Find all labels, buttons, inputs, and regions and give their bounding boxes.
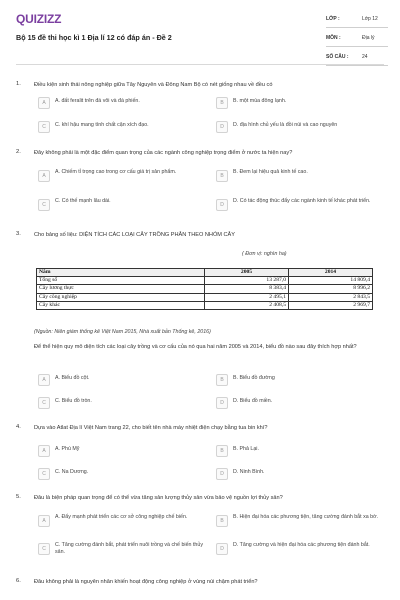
table-cell: Cây khác xyxy=(37,301,205,309)
table-source: (Nguồn: Niên giám thống kê Việt Nam 2015, Nhà xuất bản Thống kê, 2016) xyxy=(34,329,211,335)
meta-grade xyxy=(326,13,388,28)
option-c[interactable] xyxy=(34,194,206,216)
option-letter: D xyxy=(216,397,228,409)
question-text: Đây không phải là một đặc điểm quan trọng của các ngành công nghiệp trọng điểm ở nước ta hiện nay? xyxy=(34,150,293,156)
meta-value: Lớp 12 xyxy=(362,16,378,22)
meta-key: MÔN : xyxy=(326,35,341,41)
option-c[interactable] xyxy=(34,538,206,560)
option-letter: A xyxy=(38,445,50,457)
meta-value: Địa lý xyxy=(362,35,375,41)
option-text: D. địa hình chủ yếu là đồi núi và cao nguyên xyxy=(233,122,338,128)
option-c[interactable] xyxy=(34,118,206,135)
table-cell: 2 495,1 xyxy=(205,293,289,301)
table-row xyxy=(37,285,373,293)
option-letter: B xyxy=(216,515,228,527)
header-divider xyxy=(16,64,384,65)
table-cell: 2 408,5 xyxy=(205,301,289,309)
option-text: A. Chiếm tỉ trọng cao trong cơ cấu giá trị sản phẩm. xyxy=(55,169,177,175)
option-letter: A xyxy=(38,170,50,182)
option-text: C. Tăng cường đánh bắt, phát triển nuôi trồng và chế biến thủy sản. xyxy=(55,542,203,555)
option-text: B. một mùa đông lạnh. xyxy=(233,98,287,104)
option-letter: B xyxy=(216,97,228,109)
option-text: B. Phả Lại. xyxy=(233,446,259,452)
table-header: Năm xyxy=(37,269,205,277)
option-text: D. Có tác động thúc đẩy các ngành kinh tế khác phát triển. xyxy=(233,198,371,204)
option-text: B. Hiện đại hóa các phương tiện, tăng cường đánh bắt xa bờ. xyxy=(233,514,379,520)
question-text: Cho bảng số liệu: DIỆN TÍCH CÁC LOẠI CÂY TRỒNG PHÂN THEO NHÓM CÂY xyxy=(34,232,236,238)
document-title: Bộ 15 đề thi học kì 1 Địa lí 12 có đáp án - Đề 2 xyxy=(16,33,172,42)
option-text: D. Biểu đồ miền. xyxy=(233,398,273,404)
table-cell: 14 809,4 xyxy=(289,277,373,285)
table-cell: 8 996,2 xyxy=(289,285,373,293)
option-d[interactable] xyxy=(212,465,384,482)
table-header: 2014 xyxy=(289,269,373,277)
meta-panel xyxy=(326,13,388,70)
option-letter: A xyxy=(38,374,50,386)
option-d[interactable] xyxy=(212,538,384,560)
option-text: B. Biểu đồ đường xyxy=(233,375,275,381)
option-text: C. Biểu đồ tròn. xyxy=(55,398,92,404)
option-a[interactable] xyxy=(34,165,206,187)
option-letter: C xyxy=(38,468,50,480)
option-a[interactable] xyxy=(34,371,206,388)
option-text: D. Ninh Bình. xyxy=(233,469,265,475)
option-letter: B xyxy=(216,170,228,182)
option-b[interactable] xyxy=(212,510,384,532)
option-text: D. Tăng cường và hiện đại hóa các phương tiện đánh bắt. xyxy=(233,542,370,548)
question-number: 1. xyxy=(16,81,21,87)
question-text: Đâu là biện pháp quan trọng để có thể vừa tăng sản lượng thủy sản vừa bảo vệ nguồn lợi thủy sản? xyxy=(34,495,283,501)
option-letter: C xyxy=(38,199,50,211)
table-cell: 13 287,0 xyxy=(205,277,289,285)
option-b[interactable] xyxy=(212,165,384,187)
question-number: 4. xyxy=(16,424,21,430)
option-a[interactable] xyxy=(34,510,206,532)
question-text: Đâu không phải là nguyên nhân khiến hoạt động công nghiệp ở vùng núi chậm phát triển? xyxy=(34,579,258,585)
table-cell: 2 843,5 xyxy=(289,293,373,301)
table-cell: Cây lương thực xyxy=(37,285,205,293)
option-letter: D xyxy=(216,199,228,211)
option-d[interactable] xyxy=(212,118,384,135)
question-number: 6. xyxy=(16,578,21,584)
table-header: 2005 xyxy=(205,269,289,277)
option-text: A. đất feralit trên đá vôi và đá phiến. xyxy=(55,98,140,104)
option-text: C. Có thế mạnh lâu dài. xyxy=(55,198,111,204)
meta-key: SỐ CÂU : xyxy=(326,54,349,60)
option-letter: C xyxy=(38,543,50,555)
table-row xyxy=(37,293,373,301)
option-a[interactable] xyxy=(34,94,206,111)
question-number: 2. xyxy=(16,149,21,155)
option-letter: D xyxy=(216,543,228,555)
option-b[interactable] xyxy=(212,94,384,111)
option-b[interactable] xyxy=(212,371,384,388)
option-text: A. Đẩy mạnh phát triển các cơ sở công nghiệp chế biến. xyxy=(55,514,188,520)
meta-value: 24 xyxy=(362,54,368,60)
question-number: 3. xyxy=(16,231,21,237)
option-text: C. khí hậu mang tính chất cận xích đạo. xyxy=(55,122,149,128)
question-text: Dựa vào Atlat Địa lí Việt Nam trang 22, cho biết tên nhà máy nhiệt điện chạy bằng tua bin khí? xyxy=(34,425,268,431)
option-letter: B xyxy=(216,374,228,386)
meta-key: LỚP : xyxy=(326,16,340,22)
option-letter: A xyxy=(38,515,50,527)
table-row xyxy=(37,277,373,285)
table-cell: Cây công nghiệp xyxy=(37,293,205,301)
table-cell: 2 969,7 xyxy=(289,301,373,309)
option-letter: D xyxy=(216,121,228,133)
option-d[interactable] xyxy=(212,394,384,411)
question-number: 5. xyxy=(16,494,21,500)
option-letter: B xyxy=(216,445,228,457)
meta-subject xyxy=(326,32,388,47)
table-unit: ( Đơn vị: nghìn ha) xyxy=(242,251,287,257)
question-text: Để thể hiện quy mô diện tích các loại cây trồng và cơ cấu của nó qua hai năm 2005 và 2014, biểu đồ nào sau đây thích hợp nhất? xyxy=(34,344,357,350)
option-text: A. Biểu đồ cột. xyxy=(55,375,90,381)
option-letter: A xyxy=(38,97,50,109)
option-letter: C xyxy=(38,121,50,133)
option-letter: C xyxy=(38,397,50,409)
crop-area-table xyxy=(36,268,373,310)
table-header-row xyxy=(37,269,373,277)
option-a[interactable] xyxy=(34,442,206,459)
option-text: C. Na Dương. xyxy=(55,469,89,475)
option-text: B. Đem lại hiệu quả kinh tế cao. xyxy=(233,169,308,175)
document-header xyxy=(0,0,400,64)
table-cell: 8 383,4 xyxy=(205,285,289,293)
option-d[interactable] xyxy=(212,194,384,216)
table-cell: Tổng số xyxy=(37,277,205,285)
option-b[interactable] xyxy=(212,442,384,459)
option-c[interactable] xyxy=(34,465,206,482)
option-letter: D xyxy=(216,468,228,480)
option-text: A. Phú Mỹ xyxy=(55,446,80,452)
quizizz-logo: QUIZIZZ xyxy=(16,12,62,26)
table-row xyxy=(37,301,373,309)
option-c[interactable] xyxy=(34,394,206,411)
question-text: Điều kiện sinh thái nông nghiệp giữa Tây Nguyên và Đông Nam Bộ có nét giống nhau về đều có xyxy=(34,82,273,88)
